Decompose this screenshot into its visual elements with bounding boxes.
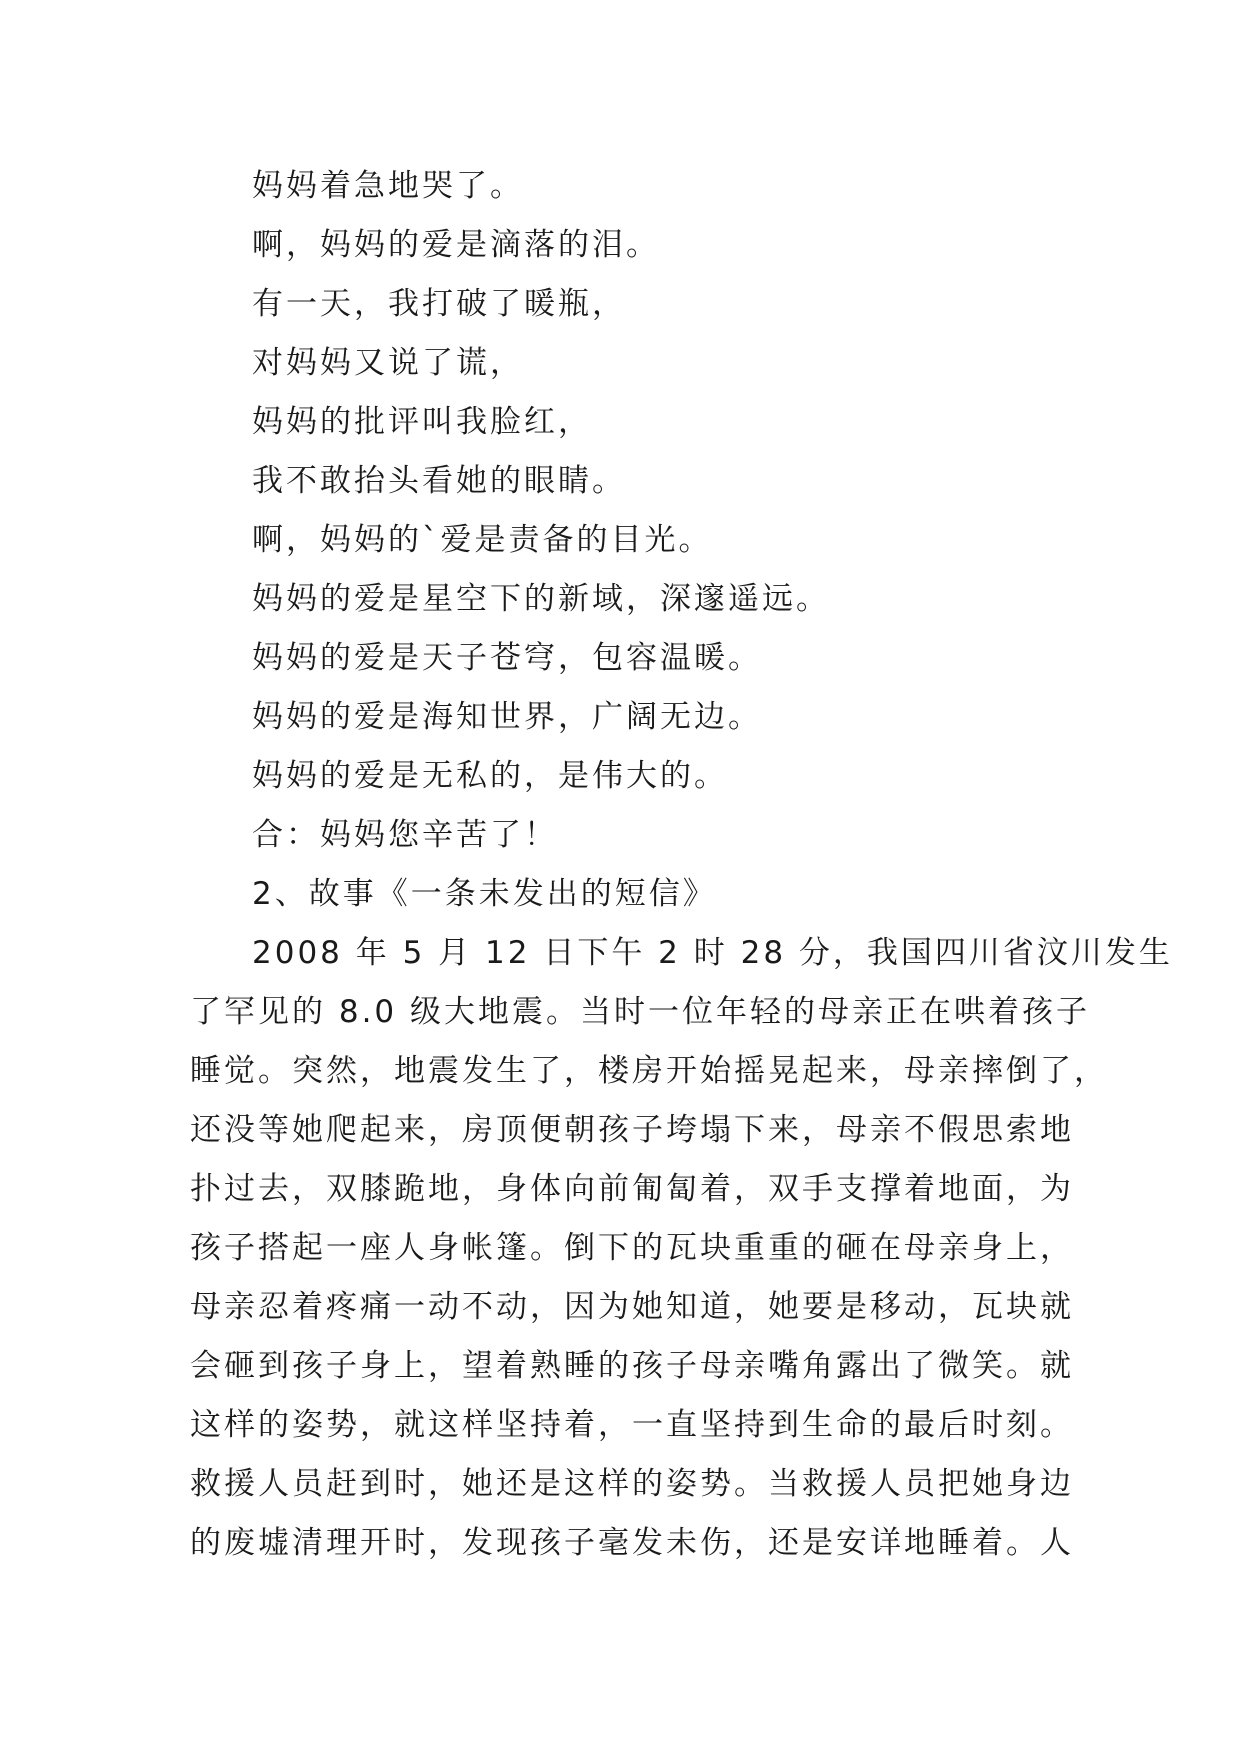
paragraph-line: 的废墟清理开时，发现孩子毫发未伤，还是安详地睡着。人 <box>190 1525 1074 1561</box>
poem-line: 对妈妈又说了谎， <box>252 345 524 381</box>
poem-line: 啊，妈妈的爱是滴落的泪。 <box>252 227 660 263</box>
paragraph-line: 扑过去，双膝跪地，身体向前匍匐着，双手支撑着地面，为 <box>190 1171 1074 1207</box>
poem-line: 妈妈的爱是无私的，是伟大的。 <box>252 758 728 794</box>
paragraph-line: 孩子搭起一座人身帐篷。倒下的瓦块重重的砸在母亲身上， <box>190 1230 1074 1266</box>
poem-line: 妈妈的爱是海知世界，广阔无边。 <box>252 699 762 735</box>
paragraph-line: 这样的姿势，就这样坚持着，一直坚持到生命的最后时刻。 <box>190 1407 1074 1443</box>
section-heading: 2、故事《一条未发出的短信》 <box>252 876 717 912</box>
paragraph-line: 2008 年 5 月 12 日下午 2 时 28 分，我国四川省汶川发生 <box>252 935 1173 971</box>
poem-line: 妈妈的爱是星空下的新域，深邃遥远。 <box>252 581 830 617</box>
poem-line: 啊，妈妈的`爱是责备的目光。 <box>252 522 713 558</box>
poem-line: 妈妈的批评叫我脸红， <box>252 404 592 440</box>
paragraph-line: 救援人员赶到时，她还是这样的姿势。当救援人员把她身边 <box>190 1466 1074 1502</box>
paragraph-line: 睡觉。突然，地震发生了，楼房开始摇晃起来，母亲摔倒了， <box>190 1053 1108 1089</box>
paragraph-line: 还没等她爬起来，房顶便朝孩子垮塌下来，母亲不假思索地 <box>190 1112 1074 1148</box>
paragraph-line: 会砸到孩子身上，望着熟睡的孩子母亲嘴角露出了微笑。就 <box>190 1348 1074 1384</box>
poem-line: 我不敢抬头看她的眼睛。 <box>252 463 626 499</box>
document-body <box>190 157 1173 1573</box>
poem-line: 有一天，我打破了暖瓶， <box>252 286 626 322</box>
poem-line: 妈妈着急地哭了。 <box>252 168 524 204</box>
poem-line: 妈妈的爱是天子苍穹，包容温暖。 <box>252 640 762 676</box>
paragraph-line: 了罕见的 8.0 级大地震。当时一位年轻的母亲正在哄着孩子 <box>190 994 1091 1030</box>
paragraph-line: 母亲忍着疼痛一动不动，因为她知道，她要是移动，瓦块就 <box>190 1289 1074 1325</box>
poem-line: 合：妈妈您辛苦了！ <box>252 817 558 853</box>
